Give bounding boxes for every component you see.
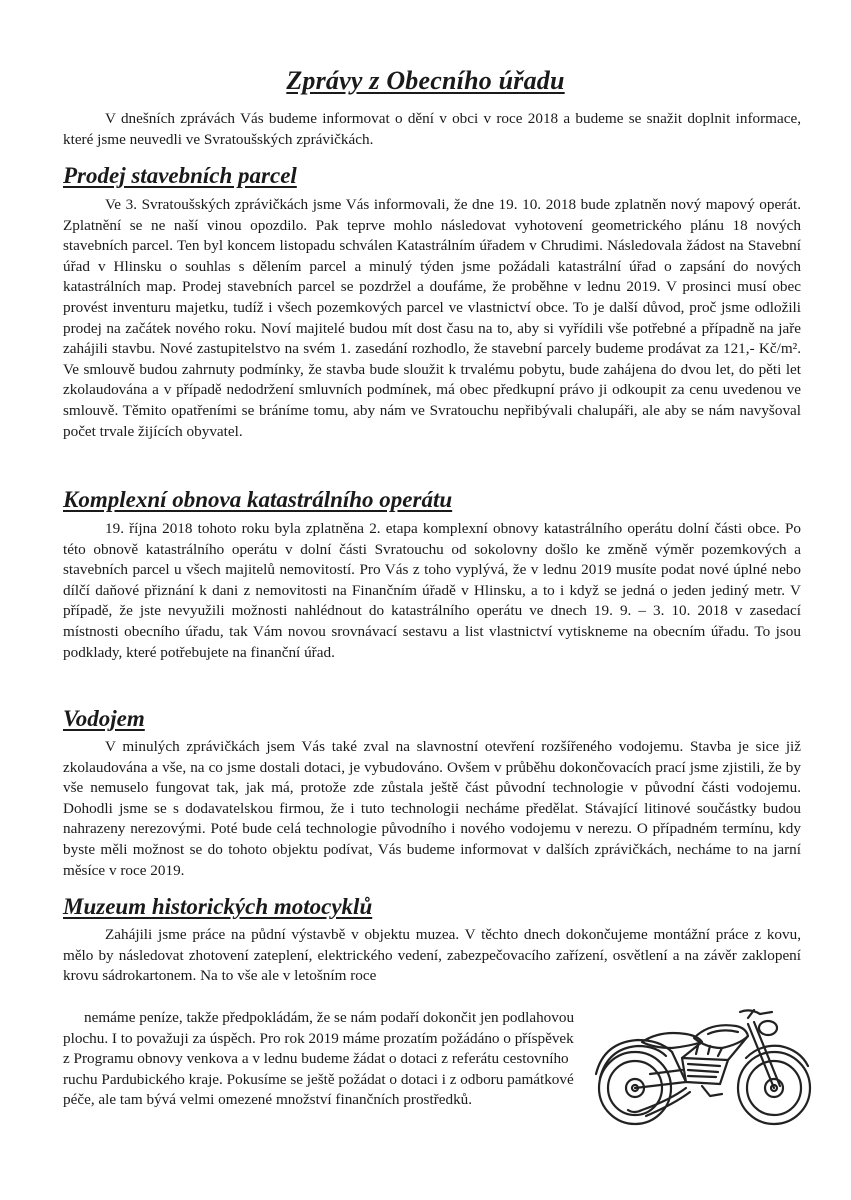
motorcycle-icon xyxy=(590,1004,816,1128)
section-heading-reservoir: Vodojem xyxy=(63,706,145,731)
section-body-museum-full xyxy=(63,925,801,987)
section-heading-parcels: Prodej stavebních parcel xyxy=(63,163,297,188)
intro-text: V dnešních zprávách Vás budeme informovat o dění v obci v roce 2018 a budeme se snažit doplnit informace, které jsme neuvedli ve Svratoušských zprávičkách. xyxy=(63,110,801,148)
section-body-parcels xyxy=(63,195,801,442)
section-heading-cadastre: Komplexní obnova katastrálního operátu xyxy=(63,487,453,512)
section-body-museum-narrow xyxy=(63,1008,583,1111)
section-text-museum-b: nemáme peníze, takže předpokládám, že se nám podaří dokončit jen podlahovou plochu. I to považuji za úspěch. Pro rok 2019 máme prozatím požádáno o příspěvek z Programu obnovy venkova a v lednu budeme žádat o dotaci z referátu cestovního ruchu Pardubického kraje. Pokusíme se ještě požádat o dotaci i z odboru památkové péče, ale tam bývá velmi omezené množství finančních prostředků. xyxy=(63,1009,575,1109)
section-heading-museum: Muzeum historických motocyklů xyxy=(63,894,373,919)
section-text-museum-a: Zahájili jsme práce na půdní výstavbě v objektu muzea. V těchto dnech dokončujeme montážní práce z kovu, mělo by následovat zhotovení zateplení, elektrického vedení, zabezpečovacího zařízení, osvětlení a na závěr zaklopení krovu sádrokartonem. Na to vše ale v letošním roce xyxy=(63,926,801,985)
section-text-reservoir: V minulých zprávičkách jsem Vás také zval na slavnostní otevření rozšířeného vodojemu. Stavba je sice již zkolaudována a vše, na co jsme dostali dotaci, je vybudováno. Ovšem v průběhu dokončovacích prací jsme zjistili, že by vše nemuselo fungovat tak, jak má, protože zde zůstala ještě část původní technologie v původní části vodojemu. Dohodli jsme se s dodavatelskou firmou, že i tuto technologii necháme předělat. Stávající litinové součástky budou nahrazeny nerezovými. Poté bude celá technologie původního i nového vodojemu v nerezu. O případném termínu, kdy byste měli možnost se do tohoto objektu podívat, Vás budeme informovat v dalších zprávičkách, necháme to na jarní měsíce v roce 2019. xyxy=(63,738,801,879)
section-text-parcels: Ve 3. Svratoušských zprávičkách jsme Vás informovali, že dne 19. 10. 2018 bude zplatněn nový mapový operát. Zplatnění se ne naší vinou opozdilo. Pak teprve mohlo následovat vyhotovení geometrického plánu 18 nových stavebních parcel. Ten byl koncem listopadu schválen Katastrálním úřadem v Chrudimi. Následovala žádost na Stavební úřad v Hlinsku o souhlas s dělením parcel a minulý týden jsme požádali katastrální úřad o zapsání do nových katastrálních map. Prodej stavebních parcel se pozdržel a doufáme, že proběhne v lednu 2019. V prosinci musí obec provést inventuru majetku, tudíž i všech pozemkových parcel ve vlastnictví obce. To je další důvod, proč jsme odložili prodej na začátek nového roku. Noví majitelé budou mít dost času na to, aby si vyřídili vše potřebné a případně na jaře zahájili stavbu. Nové zastupitelstvo na svém 1. zasedání rozhodlo, že stavební parcely budeme prodávat za 121,- Kč/m². Ve smlouvě budou zahrnuty podmínky, že stavba bude sloužit k trvalému pobytu, bude zahájena do dvou let, do pěti let zkolaudována a v případě nedodržení smluvních podmínek, má obec předkupní právo ji odkoupit za cenu uvedenou ve smlouvě. Těmito opatřeními se bráníme tomu, aby nám ve Svratouchu nepřibývali chalupáři, ale aby se nám navyšoval počet trvale žijících obyvatel. xyxy=(63,196,801,440)
intro-paragraph xyxy=(63,109,801,150)
section-body-reservoir xyxy=(63,737,801,881)
section-text-cadastre: 19. října 2018 tohoto roku byla zplatněna 2. etapa komplexní obnovy katastrálního operátu dolní části obce. Po této obnově katastrálního operátu v dolní části Svratouchu od sokolovny došlo ke změně výměr pozemkových a stavebních parcel u všech majitelů nemovitostí. Pro Vás z toho vyplývá, že v lednu 2019 musíte podat nové úplné nebo dílčí daňové přiznání k dani z nemovitosti na Finančním úřadě v Hlinsku, a to i když se jedná o jeden jediný metr. V případě, že jste nevyužili možnosti nahlédnout do katastrálního operátu ve dnech 19. 9. – 3. 10. 2018 v zasedací místnosti obecního úřadu, tak Vám novou srovnávací sestavu a list vlastnictví vytiskneme na obecním úřadu. To jsou podklady, které potřebujete na finanční úřad. xyxy=(63,520,801,661)
page-title: Zprávy z Obecního úřadu xyxy=(286,66,565,95)
section-body-cadastre xyxy=(63,519,801,663)
